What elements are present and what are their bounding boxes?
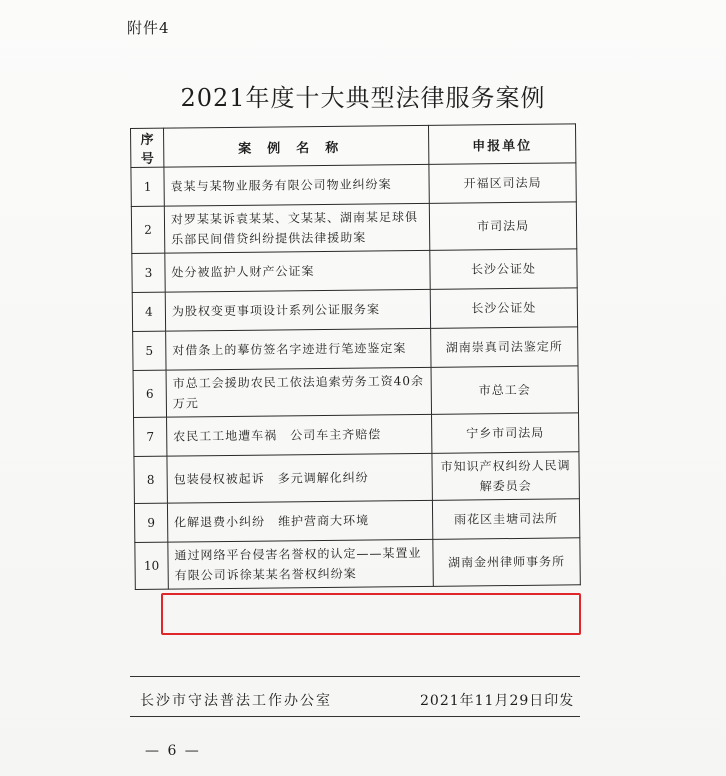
case-unit: 长沙公证处 [430, 288, 577, 329]
highlight-box [161, 593, 581, 635]
page-number: — 6 — [145, 743, 201, 759]
case-number: 3 [132, 253, 165, 292]
column-header-case-name: 案例名称 [164, 125, 429, 167]
issue-date: 2021年11月29日印发 [420, 693, 575, 709]
table-row [132, 288, 577, 332]
table-row [134, 452, 579, 504]
table-row [133, 327, 578, 371]
case-name: 农民工工地遭车祸 公司车主齐赔偿 [167, 414, 432, 456]
case-number: 8 [134, 456, 167, 503]
case-unit: 湖南金州律师事务所 [433, 538, 580, 587]
table-row [132, 249, 577, 293]
case-number: 4 [132, 292, 165, 331]
case-unit: 雨花区圭塘司法所 [432, 499, 579, 540]
case-unit: 市司法局 [429, 202, 576, 251]
case-number: 10 [135, 542, 168, 589]
case-unit: 开福区司法局 [429, 163, 576, 204]
case-number: 9 [134, 503, 167, 542]
table-header-row [131, 124, 576, 168]
column-header-number: 序号 [131, 128, 164, 167]
case-unit: 市知识产权纠纷人民调解委员会 [432, 452, 579, 501]
document-title: 2021年度十大典型法律服务案例 [180, 84, 546, 112]
case-name: 通过网络平台侵害名誉权的认定——某置业有限公司诉徐某某名誉权纠纷案 [168, 539, 433, 589]
table-row [135, 538, 580, 590]
column-header-unit: 申报单位 [428, 124, 575, 165]
case-name: 化解退费小纠纷 维护营商大环境 [167, 500, 432, 542]
table-row [133, 366, 578, 418]
case-unit: 湖南崇真司法鉴定所 [431, 327, 578, 368]
case-number: 7 [134, 417, 167, 456]
case-number: 6 [133, 370, 166, 417]
case-name: 包装侵权被起诉 多元调解化纠纷 [167, 453, 432, 503]
case-name: 袁某与某物业服务有限公司物业纠纷案 [164, 164, 429, 206]
footer-top-rule [130, 676, 580, 677]
case-unit: 市总工会 [431, 366, 578, 415]
footer-bottom-rule [130, 716, 580, 717]
case-number: 5 [133, 331, 166, 370]
cases-table [130, 123, 581, 590]
case-unit: 宁乡市司法局 [432, 413, 579, 454]
case-name: 对罗某某诉袁某某、文某某、湖南某足球俱乐部民间借贷纠纷提供法律援助案 [164, 203, 429, 253]
case-number: 1 [131, 167, 164, 206]
case-name: 为股权变更事项设计系列公证服务案 [165, 289, 430, 331]
issuer-name: 长沙市守法普法工作办公室 [140, 693, 332, 709]
case-name: 市总工会援助农民工依法追索劳务工资40余万元 [166, 367, 431, 417]
table-row [134, 499, 579, 543]
table-row [131, 202, 576, 254]
case-name: 对借条上的摹仿签名字迹进行笔迹鉴定案 [166, 328, 431, 370]
table-row [131, 163, 576, 207]
table-row [134, 413, 579, 457]
attachment-label: 附件4 [127, 19, 170, 37]
case-number: 2 [131, 206, 164, 253]
case-name: 处分被监护人财产公证案 [165, 250, 430, 292]
case-unit: 长沙公证处 [430, 249, 577, 290]
